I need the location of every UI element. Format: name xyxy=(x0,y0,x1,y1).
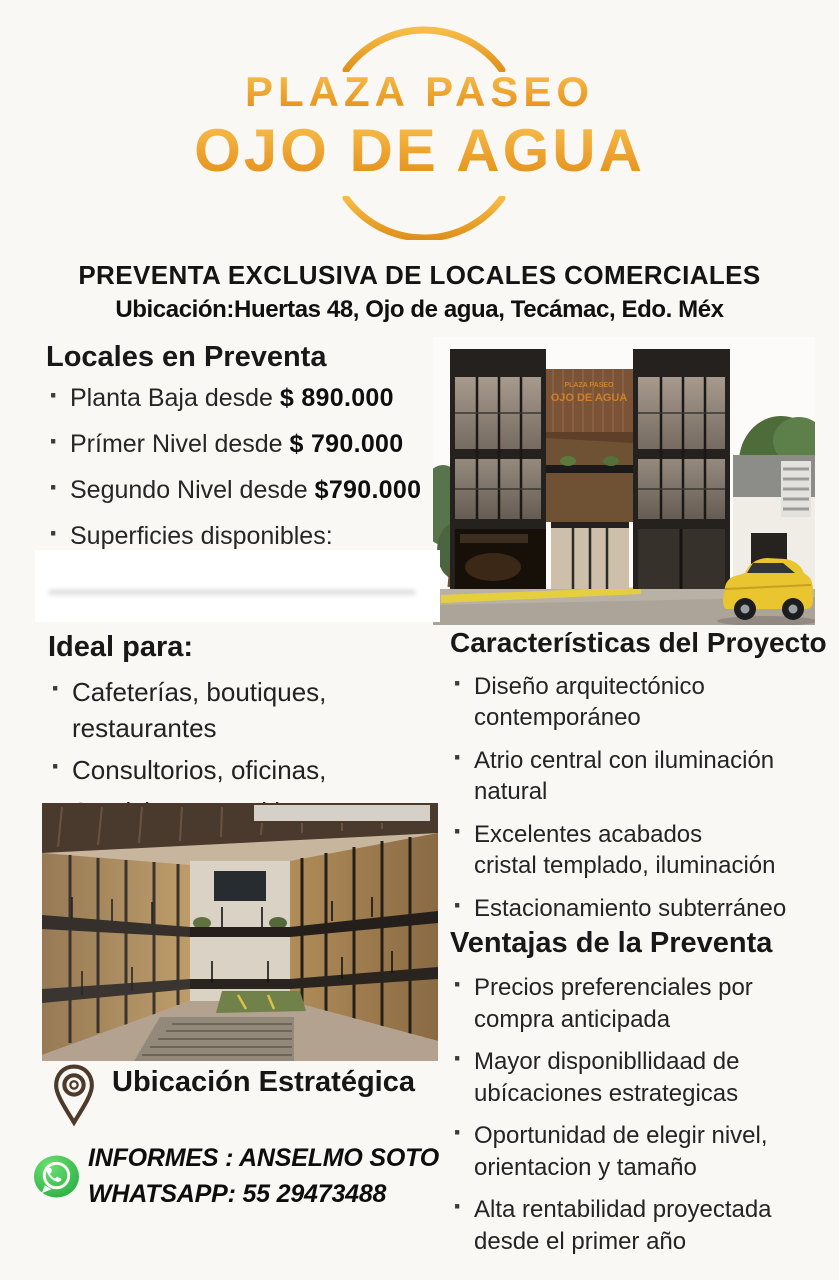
ventajas-heading: Ventajas de la Preventa xyxy=(450,927,773,959)
contact-block xyxy=(88,1140,439,1212)
list-item: · Superficies disponibles: xyxy=(46,520,448,586)
divider-shadow xyxy=(48,590,416,597)
ideal-heading: Ideal para: xyxy=(48,631,194,663)
price-value: $790.000 xyxy=(314,476,422,504)
whatsapp-icon xyxy=(33,1155,80,1199)
logo-title-line1: PLAZA PASEO xyxy=(0,68,839,116)
locales-heading: Locales en Preventa xyxy=(46,341,327,373)
ventajas-list xyxy=(450,972,839,1257)
logo-bottom-arc xyxy=(340,196,508,240)
main-title: PREVENTA EXCLUSIVA DE LOCALES COMERCIALES xyxy=(78,260,761,290)
list-item: · Diseño arquitectónico contemporáneo xyxy=(450,671,836,733)
location-label: Ubicación: xyxy=(115,296,235,323)
price-value: $ 790.000 xyxy=(289,430,404,458)
center-section xyxy=(546,369,633,589)
atrium-interior-image xyxy=(42,803,438,1061)
price-value: $ 890.000 xyxy=(279,384,394,412)
right-tower xyxy=(633,349,730,589)
list-item: · Prímer Nivel desde $ 790.000 xyxy=(46,428,448,461)
list-item: · Oportunidad de elegir nivel, orientacion y tamaño xyxy=(450,1120,839,1183)
list-item: · Segundo Nivel desde $790.000 xyxy=(46,474,448,507)
section-ventajas xyxy=(450,927,839,1268)
location-value: Huertas 48, Ojo de agua, Tecámac, Edo. Méx xyxy=(234,296,724,323)
left-tower xyxy=(450,349,546,589)
white-card xyxy=(35,550,440,622)
logo-title-line2: OJO DE AGUA xyxy=(0,116,839,185)
logo-top-arc xyxy=(340,26,508,72)
list-item: · Precios preferenciales por compra anticipada xyxy=(450,972,839,1035)
list-item: · Cafeterías, boutiques, restaurantes xyxy=(48,674,442,746)
section-caracteristicas xyxy=(450,627,836,936)
list-item: · Alta rentabilidad proyectada desde el primer año xyxy=(450,1194,839,1257)
ubicacion-label: Ubicación Estratégica xyxy=(112,1066,415,1098)
building-sign-line1: PLAZA PASEO xyxy=(564,382,614,389)
contact-informes: INFORMES : ANSELMO SOTO xyxy=(88,1144,439,1172)
contact-whatsapp: WHATSAPP: 55 29473488 xyxy=(88,1180,387,1208)
list-item: · Planta Baja desde $ 890.000 xyxy=(46,382,448,415)
location-pin-icon xyxy=(52,1060,96,1130)
list-item: · Mayor disponibllidaad de ubícaciones estrategicas xyxy=(450,1046,839,1109)
list-item: · Atrio central con iluminación natural xyxy=(450,745,836,807)
list-item: · Excelentes acabados cristal templado, iluminación xyxy=(450,819,836,881)
location-line xyxy=(0,296,839,324)
list-item: · Consultorios, oficinas, xyxy=(48,752,442,788)
building-render-image xyxy=(433,337,815,625)
list-item: · Estacionamiento subterráneo xyxy=(450,893,836,924)
caracteristicas-heading: Características del Proyecto xyxy=(450,627,827,658)
caracteristicas-list xyxy=(450,671,836,924)
building-sign-line2: OJO DE AGUA xyxy=(550,392,628,404)
